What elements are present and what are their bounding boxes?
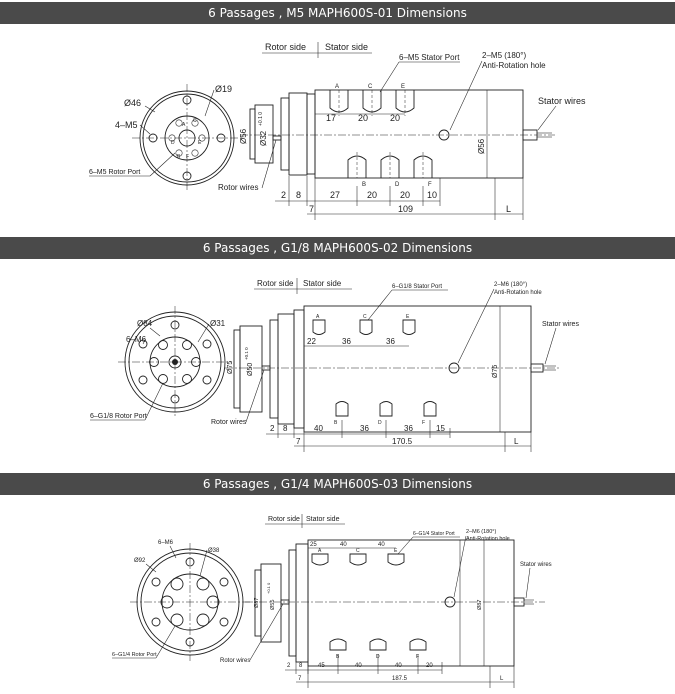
bottom-dim-1: 2 [281, 190, 287, 200]
stator-port-label: 6–G1/8 Stator Port [392, 284, 443, 290]
front-view [130, 543, 250, 661]
bottom-dim-5: 20 [400, 190, 411, 200]
shaft-dia: Ø50 [247, 362, 254, 376]
top-ports [330, 90, 414, 116]
bottom-dim-2: 8 [299, 663, 303, 669]
anti-rotation-title: 2–M6 (180°) [466, 529, 497, 535]
port-letter-f: F [428, 182, 432, 188]
svg-text:B: B [177, 154, 181, 160]
top-dim-2: 20 [358, 113, 369, 123]
svg-text:A: A [182, 122, 186, 128]
bottom-dim-4: 20 [367, 190, 378, 200]
flange-dia: Ø56 [239, 128, 248, 144]
rotor-wires-label: Rotor wires [218, 183, 259, 192]
front-outer-dia: Ø84 [137, 319, 153, 328]
bottom-dim-6: 20 [426, 663, 433, 669]
bottom-dim-2: 8 [296, 190, 302, 200]
port-letter-e: E [406, 314, 410, 320]
top-dim-1: 22 [307, 337, 316, 346]
shaft-tolerance: +0.1 0 [258, 111, 264, 126]
bottom-ports [348, 152, 432, 178]
top-dim-3: 20 [390, 113, 401, 123]
flange-dia: Ø87 [254, 597, 260, 608]
section-3-drawing [0, 498, 675, 694]
overall-left-dim: 7 [296, 437, 301, 446]
port-letter-d: D [395, 182, 400, 188]
stator-side-label: Stator side [306, 516, 340, 523]
flange-dia: Ø75 [227, 360, 234, 374]
bottom-dim-1: 2 [287, 663, 291, 669]
overall-right-dim: L [514, 437, 519, 446]
stator-wires-label: Stator wires [538, 96, 586, 106]
stator-wires-label: Stator wires [520, 562, 552, 568]
stator-side-label: Stator side [303, 279, 342, 288]
anti-rotation-title: 2–M5 (180°) [482, 51, 527, 60]
stator-wires-label: Stator wires [542, 321, 579, 328]
section-2-drawing [0, 262, 675, 462]
port-letter-b: B [362, 182, 367, 188]
port-letter-b: B [336, 654, 340, 660]
port-letter-c: C [368, 84, 373, 90]
bottom-dim-6: 10 [427, 190, 438, 200]
shaft-tolerance: +0.1 0 [244, 347, 249, 360]
overall-right-dim: L [506, 204, 512, 214]
anti-rotation-sub: Anti-Rotation hole [494, 290, 542, 296]
rotor-wires-label: Rotor wires [220, 658, 251, 664]
bottom-ports [336, 402, 436, 417]
top-ports [313, 320, 415, 335]
svg-text:E: E [198, 140, 202, 146]
bottom-dim-3: 40 [314, 424, 323, 433]
body-dia: Ø87 [477, 599, 483, 610]
port-letter-c: C [363, 314, 367, 320]
side-view [225, 306, 560, 432]
overall-length: 170.5 [392, 437, 413, 446]
port-letter-d: D [376, 654, 380, 660]
section-1-title: 6 Passages , M5 MAPH600S-01 Dimensions [0, 2, 675, 24]
stator-port-label: 6–M5 Stator Port [399, 53, 460, 62]
overall-right-dim: L [500, 676, 504, 682]
svg-text:F: F [186, 154, 190, 160]
front-hole-dia: Ø38 [208, 548, 220, 554]
front-rotor-port: 6–M5 Rotor Port [89, 169, 141, 176]
front-outer-dia: Ø46 [124, 98, 142, 108]
overall-length: 109 [398, 204, 414, 214]
front-hole-dia: Ø19 [215, 84, 233, 94]
bottom-dim-4: 40 [355, 663, 362, 669]
section-2-title: 6 Passages , G1/8 MAPH600S-02 Dimensions [0, 237, 675, 259]
bottom-ports [330, 639, 426, 650]
front-thread: 4–M5 [115, 120, 138, 130]
anti-rotation-title: 2–M6 (180°) [494, 282, 528, 288]
top-dim-1: 25 [310, 542, 317, 548]
stator-port-label: 6–G1/4 Stator Port [413, 531, 455, 537]
bottom-dim-1: 2 [270, 424, 275, 433]
stator-side-label: Stator side [325, 42, 369, 52]
front-thread: 6–M6 [126, 335, 147, 344]
overall-left-dim: 7 [309, 204, 315, 214]
section-3-title: 6 Passages , G1/4 MAPH600S-03 Dimensions [0, 473, 675, 495]
body-dia: Ø56 [477, 138, 486, 154]
svg-text:D: D [171, 140, 175, 146]
front-hole-dia: Ø31 [210, 319, 226, 328]
bottom-dim-3: 27 [330, 190, 341, 200]
top-dim-2: 36 [342, 337, 351, 346]
side-view [245, 540, 545, 666]
section-1-drawing [0, 26, 675, 222]
svg-text:C: C [193, 118, 197, 124]
front-thread: 6–M6 [158, 540, 174, 546]
anti-rotation-sub: Anti-Rotation hole [466, 536, 510, 542]
port-letter-d: D [378, 420, 382, 426]
bottom-dim-6: 15 [436, 424, 445, 433]
bottom-dim-4: 36 [360, 424, 369, 433]
overall-left-dim: 7 [298, 676, 302, 682]
rotor-side-label: Rotor side [257, 279, 294, 288]
anti-rotation-sub: Anti-Rotation hole [482, 61, 546, 70]
front-rotor-port: 6–G1/8 Rotor Port [90, 413, 147, 420]
port-letter-e: E [394, 548, 398, 554]
shaft-dia: Ø32 [259, 130, 268, 146]
port-letter-a: A [318, 548, 322, 554]
body-dia: Ø75 [492, 364, 499, 378]
rotor-side-label: Rotor side [265, 42, 307, 52]
port-letter-a: A [335, 84, 340, 90]
rotor-side-label: Rotor side [268, 516, 300, 523]
bottom-dim-5: 36 [404, 424, 413, 433]
top-ports [312, 554, 404, 565]
rotor-wires-label: Rotor wires [211, 419, 247, 426]
front-rotor-port: 6–G1/4 Rotor Port [112, 652, 157, 658]
port-letter-e: E [401, 84, 406, 90]
bottom-dim-5: 40 [395, 663, 402, 669]
port-letter-f: F [422, 420, 426, 426]
top-dim-3: 40 [378, 542, 385, 548]
top-dim-1: 17 [326, 113, 337, 123]
port-letter-c: C [356, 548, 360, 554]
bottom-dim-2: 8 [283, 424, 288, 433]
port-letter-a: A [316, 314, 320, 320]
port-letter-b: B [334, 420, 338, 426]
bottom-dim-3: 45 [318, 663, 325, 669]
overall-length: 187.5 [392, 676, 408, 682]
side-view [240, 90, 555, 178]
top-dim-2: 40 [340, 542, 347, 548]
front-outer-dia: Ø92 [134, 558, 146, 564]
port-letter-f: F [416, 654, 420, 660]
top-dim-3: 36 [386, 337, 395, 346]
shaft-tolerance: +0.1 0 [266, 582, 271, 594]
shaft-dia: Ø55 [270, 599, 276, 610]
